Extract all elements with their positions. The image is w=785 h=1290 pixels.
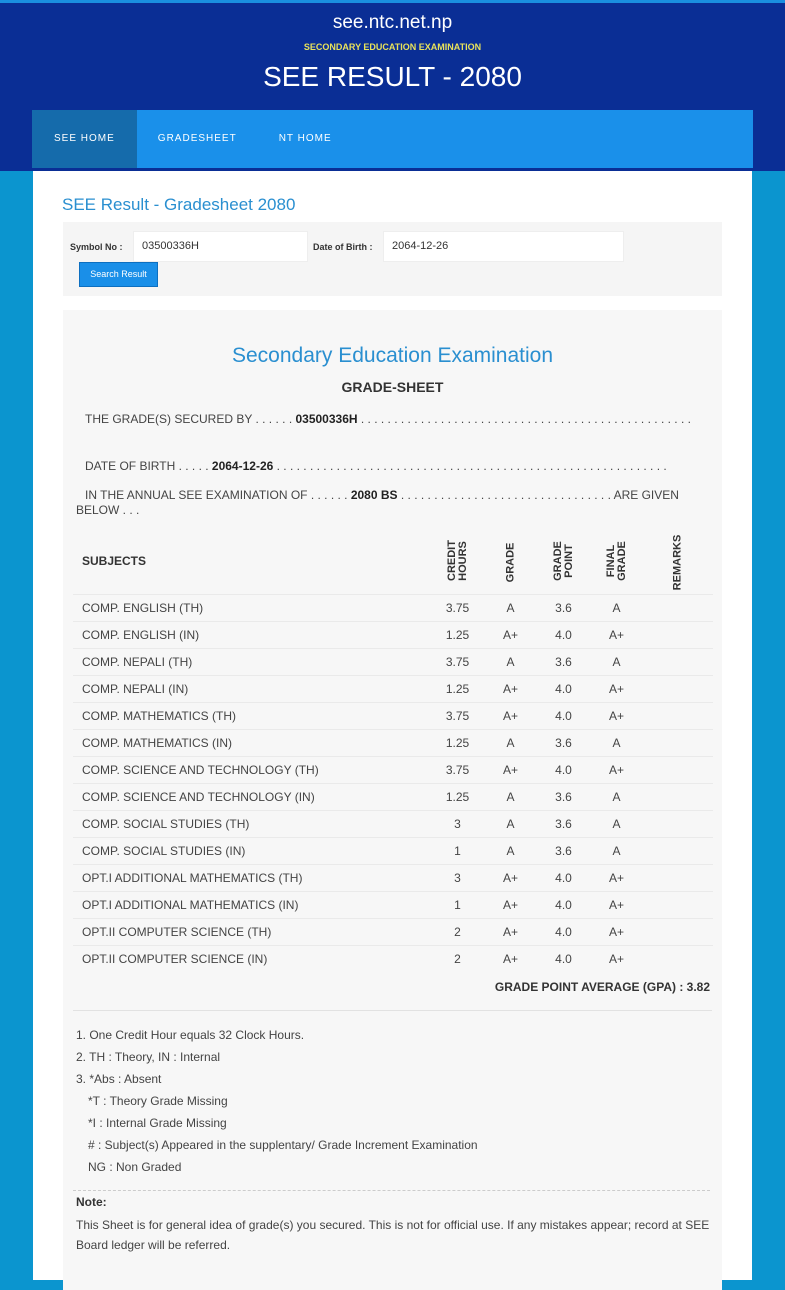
- cell-remarks: [643, 837, 713, 864]
- exam-value: 2080 BS: [350, 488, 398, 502]
- cell-credit-hours: 1: [431, 837, 484, 864]
- cell-grade: A: [484, 810, 537, 837]
- dob-suffix: . . . . . . . . . . . . . . . . . . . . . . . . . . . . . . . . . . . . . . . . . . . . . . . . . . . . . . . . . . .: [273, 459, 667, 473]
- cell-final-grade: A: [590, 810, 643, 837]
- note-text: This Sheet is for general idea of grade(s) you secured. This is not for official use. If any mistakes appear; record at SEE Board ledger will be referred.: [76, 1218, 710, 1252]
- cell-final-grade: A+: [590, 918, 643, 945]
- site-subtitle: SECONDARY EDUCATION EXAMINATION: [303, 42, 482, 52]
- symbol-input[interactable]: 03500336H: [133, 231, 308, 262]
- table-row: [73, 648, 713, 675]
- col-remarks: [643, 528, 713, 594]
- note-item: # : Subject(s) Appeared in the supplentary/ Grade Increment Examination: [88, 1138, 478, 1152]
- cell-subject: COMP. NEPALI (TH): [73, 648, 431, 675]
- table-row: [73, 810, 713, 837]
- cell-grade: A+: [484, 702, 537, 729]
- exam-prefix: IN THE ANNUAL SEE EXAMINATION OF . . . . . .: [85, 488, 351, 502]
- note-item: 1. One Credit Hour equals 32 Clock Hours.: [76, 1028, 305, 1042]
- cell-grade: A+: [484, 864, 537, 891]
- cell-credit-hours: 1.25: [431, 729, 484, 756]
- cell-final-grade: A: [590, 729, 643, 756]
- cell-credit-hours: 3: [431, 810, 484, 837]
- cell-grade-point: 3.6: [537, 837, 590, 864]
- cell-grade: A+: [484, 918, 537, 945]
- cell-grade-point: 4.0: [537, 702, 590, 729]
- note-item: 3. *Abs : Absent: [76, 1072, 162, 1086]
- legend-notes: [76, 1024, 478, 1178]
- col-credit-hours-label: CREDIT HOURS: [445, 539, 469, 581]
- cell-grade: A: [484, 729, 537, 756]
- dob-input[interactable]: 2064-12-26: [383, 231, 624, 262]
- note-heading: Note:: [76, 1195, 107, 1209]
- table-row: [73, 621, 713, 648]
- cell-subject: COMP. SOCIAL STUDIES (IN): [73, 837, 431, 864]
- cell-remarks: [643, 783, 713, 810]
- nav-see-home[interactable]: SEE HOME: [32, 110, 137, 168]
- main-content: [33, 171, 752, 1280]
- note-item: NG : Non Graded: [88, 1160, 182, 1174]
- cell-grade: A: [484, 648, 537, 675]
- cell-grade-point: 4.0: [537, 756, 590, 783]
- sheet-subheading: GRADE-SHEET: [341, 379, 444, 395]
- grades-table: [73, 528, 713, 972]
- main-nav: [32, 110, 753, 168]
- gpa: GRADE POINT AVERAGE (GPA) : 3.82: [494, 980, 710, 994]
- cell-credit-hours: 3.75: [431, 702, 484, 729]
- dob-line: [76, 459, 712, 474]
- cell-final-grade: A: [590, 648, 643, 675]
- col-credit-hours: [431, 528, 484, 594]
- cell-grade-point: 4.0: [537, 621, 590, 648]
- cell-final-grade: A: [590, 837, 643, 864]
- cell-subject: OPT.II COMPUTER SCIENCE (TH): [73, 918, 431, 945]
- note-item: 2. TH : Theory, IN : Internal: [76, 1050, 221, 1064]
- col-grade: [484, 528, 537, 594]
- col-subjects: SUBJECTS: [82, 553, 147, 568]
- cell-grade-point: 3.6: [537, 729, 590, 756]
- cell-subject: COMP. ENGLISH (IN): [73, 621, 431, 648]
- sheet-heading: Secondary Education Examination: [231, 344, 554, 367]
- col-remarks-label: REMARKS: [671, 534, 684, 591]
- dashed-divider: [73, 1190, 710, 1191]
- table-row: [73, 891, 713, 918]
- table-row: [73, 837, 713, 864]
- dob-value: 2064-12-26: [211, 459, 274, 473]
- table-row: [73, 702, 713, 729]
- table-row: [73, 864, 713, 891]
- table-row: [73, 594, 713, 621]
- table-row: [73, 729, 713, 756]
- cell-subject: COMP. ENGLISH (TH): [73, 594, 431, 621]
- table-row: [73, 756, 713, 783]
- cell-final-grade: A+: [590, 675, 643, 702]
- table-row: [73, 783, 713, 810]
- dob-prefix: DATE OF BIRTH . . . . .: [85, 459, 212, 473]
- cell-grade: A+: [484, 891, 537, 918]
- cell-final-grade: A+: [590, 621, 643, 648]
- cell-credit-hours: 1.25: [431, 621, 484, 648]
- search-result-button[interactable]: Search Result: [79, 262, 158, 287]
- cell-remarks: [643, 756, 713, 783]
- col-final-grade-label: FINAL GRADE: [604, 540, 628, 581]
- cell-grade-point: 3.6: [537, 783, 590, 810]
- gradesheet: [63, 310, 722, 1290]
- cell-remarks: [643, 648, 713, 675]
- cell-remarks: [643, 945, 713, 972]
- cell-grade-point: 3.6: [537, 648, 590, 675]
- cell-grade: A+: [484, 756, 537, 783]
- search-form: [63, 222, 722, 296]
- nav-gradesheet[interactable]: GRADESHEET: [157, 133, 237, 144]
- cell-grade: A+: [484, 945, 537, 972]
- cell-final-grade: A+: [590, 864, 643, 891]
- cell-final-grade: A: [590, 594, 643, 621]
- cell-grade-point: 4.0: [537, 918, 590, 945]
- cell-grade: A: [484, 594, 537, 621]
- cell-subject: COMP. SOCIAL STUDIES (TH): [73, 810, 431, 837]
- cell-remarks: [643, 702, 713, 729]
- cell-grade-point: 4.0: [537, 891, 590, 918]
- cell-credit-hours: 3.75: [431, 648, 484, 675]
- cell-grade-point: 4.0: [537, 945, 590, 972]
- cell-credit-hours: 3: [431, 864, 484, 891]
- exam-line: [76, 488, 712, 518]
- cell-remarks: [643, 621, 713, 648]
- secured-by-line: [76, 412, 712, 442]
- table-row: [73, 675, 713, 702]
- cell-remarks: [643, 918, 713, 945]
- cell-remarks: [643, 891, 713, 918]
- cell-final-grade: A+: [590, 945, 643, 972]
- cell-credit-hours: 1.25: [431, 783, 484, 810]
- cell-credit-hours: 2: [431, 918, 484, 945]
- cell-subject: OPT.I ADDITIONAL MATHEMATICS (IN): [73, 891, 431, 918]
- cell-grade: A+: [484, 675, 537, 702]
- dob-label: Date of Birth :: [313, 242, 373, 252]
- cell-final-grade: A+: [590, 702, 643, 729]
- cell-remarks: [643, 594, 713, 621]
- nav-nt-home[interactable]: NT HOME: [278, 133, 332, 144]
- cell-remarks: [643, 675, 713, 702]
- col-grade-label: GRADE: [503, 542, 516, 583]
- page-title: SEE Result - Gradesheet 2080: [62, 195, 296, 214]
- note-item: *I : Internal Grade Missing: [88, 1116, 227, 1130]
- site-domain: see.ntc.net.np: [332, 12, 453, 33]
- secured-suffix: . . . . . . . . . . . . . . . . . . . . . . . . . . . . . . . . . . . . . . . . . . . . . . . . . .: [357, 412, 691, 426]
- col-grade-point-label: GRADE POINT: [551, 540, 575, 581]
- cell-subject: COMP. SCIENCE AND TECHNOLOGY (TH): [73, 756, 431, 783]
- cell-grade-point: 4.0: [537, 864, 590, 891]
- cell-subject: COMP. MATHEMATICS (TH): [73, 702, 431, 729]
- cell-grade: A+: [484, 621, 537, 648]
- cell-final-grade: A+: [590, 756, 643, 783]
- note-item: *T : Theory Grade Missing: [88, 1094, 228, 1108]
- cell-credit-hours: 1: [431, 891, 484, 918]
- table-row: [73, 918, 713, 945]
- divider: [73, 1010, 712, 1011]
- cell-final-grade: A: [590, 783, 643, 810]
- exam-suffix: . . . . . . . . . . . . . . . . . . . . . . . . . . . . . . . . ARE GIVEN BELOW . . .: [76, 488, 679, 517]
- cell-credit-hours: 3.75: [431, 756, 484, 783]
- cell-subject: COMP. SCIENCE AND TECHNOLOGY (IN): [73, 783, 431, 810]
- cell-credit-hours: 2: [431, 945, 484, 972]
- cell-subject: OPT.II COMPUTER SCIENCE (IN): [73, 945, 431, 972]
- cell-remarks: [643, 810, 713, 837]
- col-final-grade: [590, 528, 643, 594]
- cell-subject: COMP. MATHEMATICS (IN): [73, 729, 431, 756]
- secured-prefix: THE GRADE(S) SECURED BY . . . . . .: [85, 412, 296, 426]
- table-header: [73, 528, 713, 594]
- cell-credit-hours: 3.75: [431, 594, 484, 621]
- cell-grade: A: [484, 837, 537, 864]
- cell-subject: COMP. NEPALI (IN): [73, 675, 431, 702]
- site-title: SEE RESULT - 2080: [263, 61, 522, 92]
- cell-credit-hours: 1.25: [431, 675, 484, 702]
- cell-grade-point: 4.0: [537, 675, 590, 702]
- cell-remarks: [643, 729, 713, 756]
- cell-subject: OPT.I ADDITIONAL MATHEMATICS (TH): [73, 864, 431, 891]
- symbol-label: Symbol No :: [70, 242, 123, 252]
- cell-remarks: [643, 864, 713, 891]
- table-row: [73, 945, 713, 972]
- cell-grade: A: [484, 783, 537, 810]
- cell-grade-point: 3.6: [537, 810, 590, 837]
- cell-grade-point: 3.6: [537, 594, 590, 621]
- cell-final-grade: A+: [590, 891, 643, 918]
- secured-value: 03500336H: [295, 412, 358, 426]
- col-grade-point: [537, 528, 590, 594]
